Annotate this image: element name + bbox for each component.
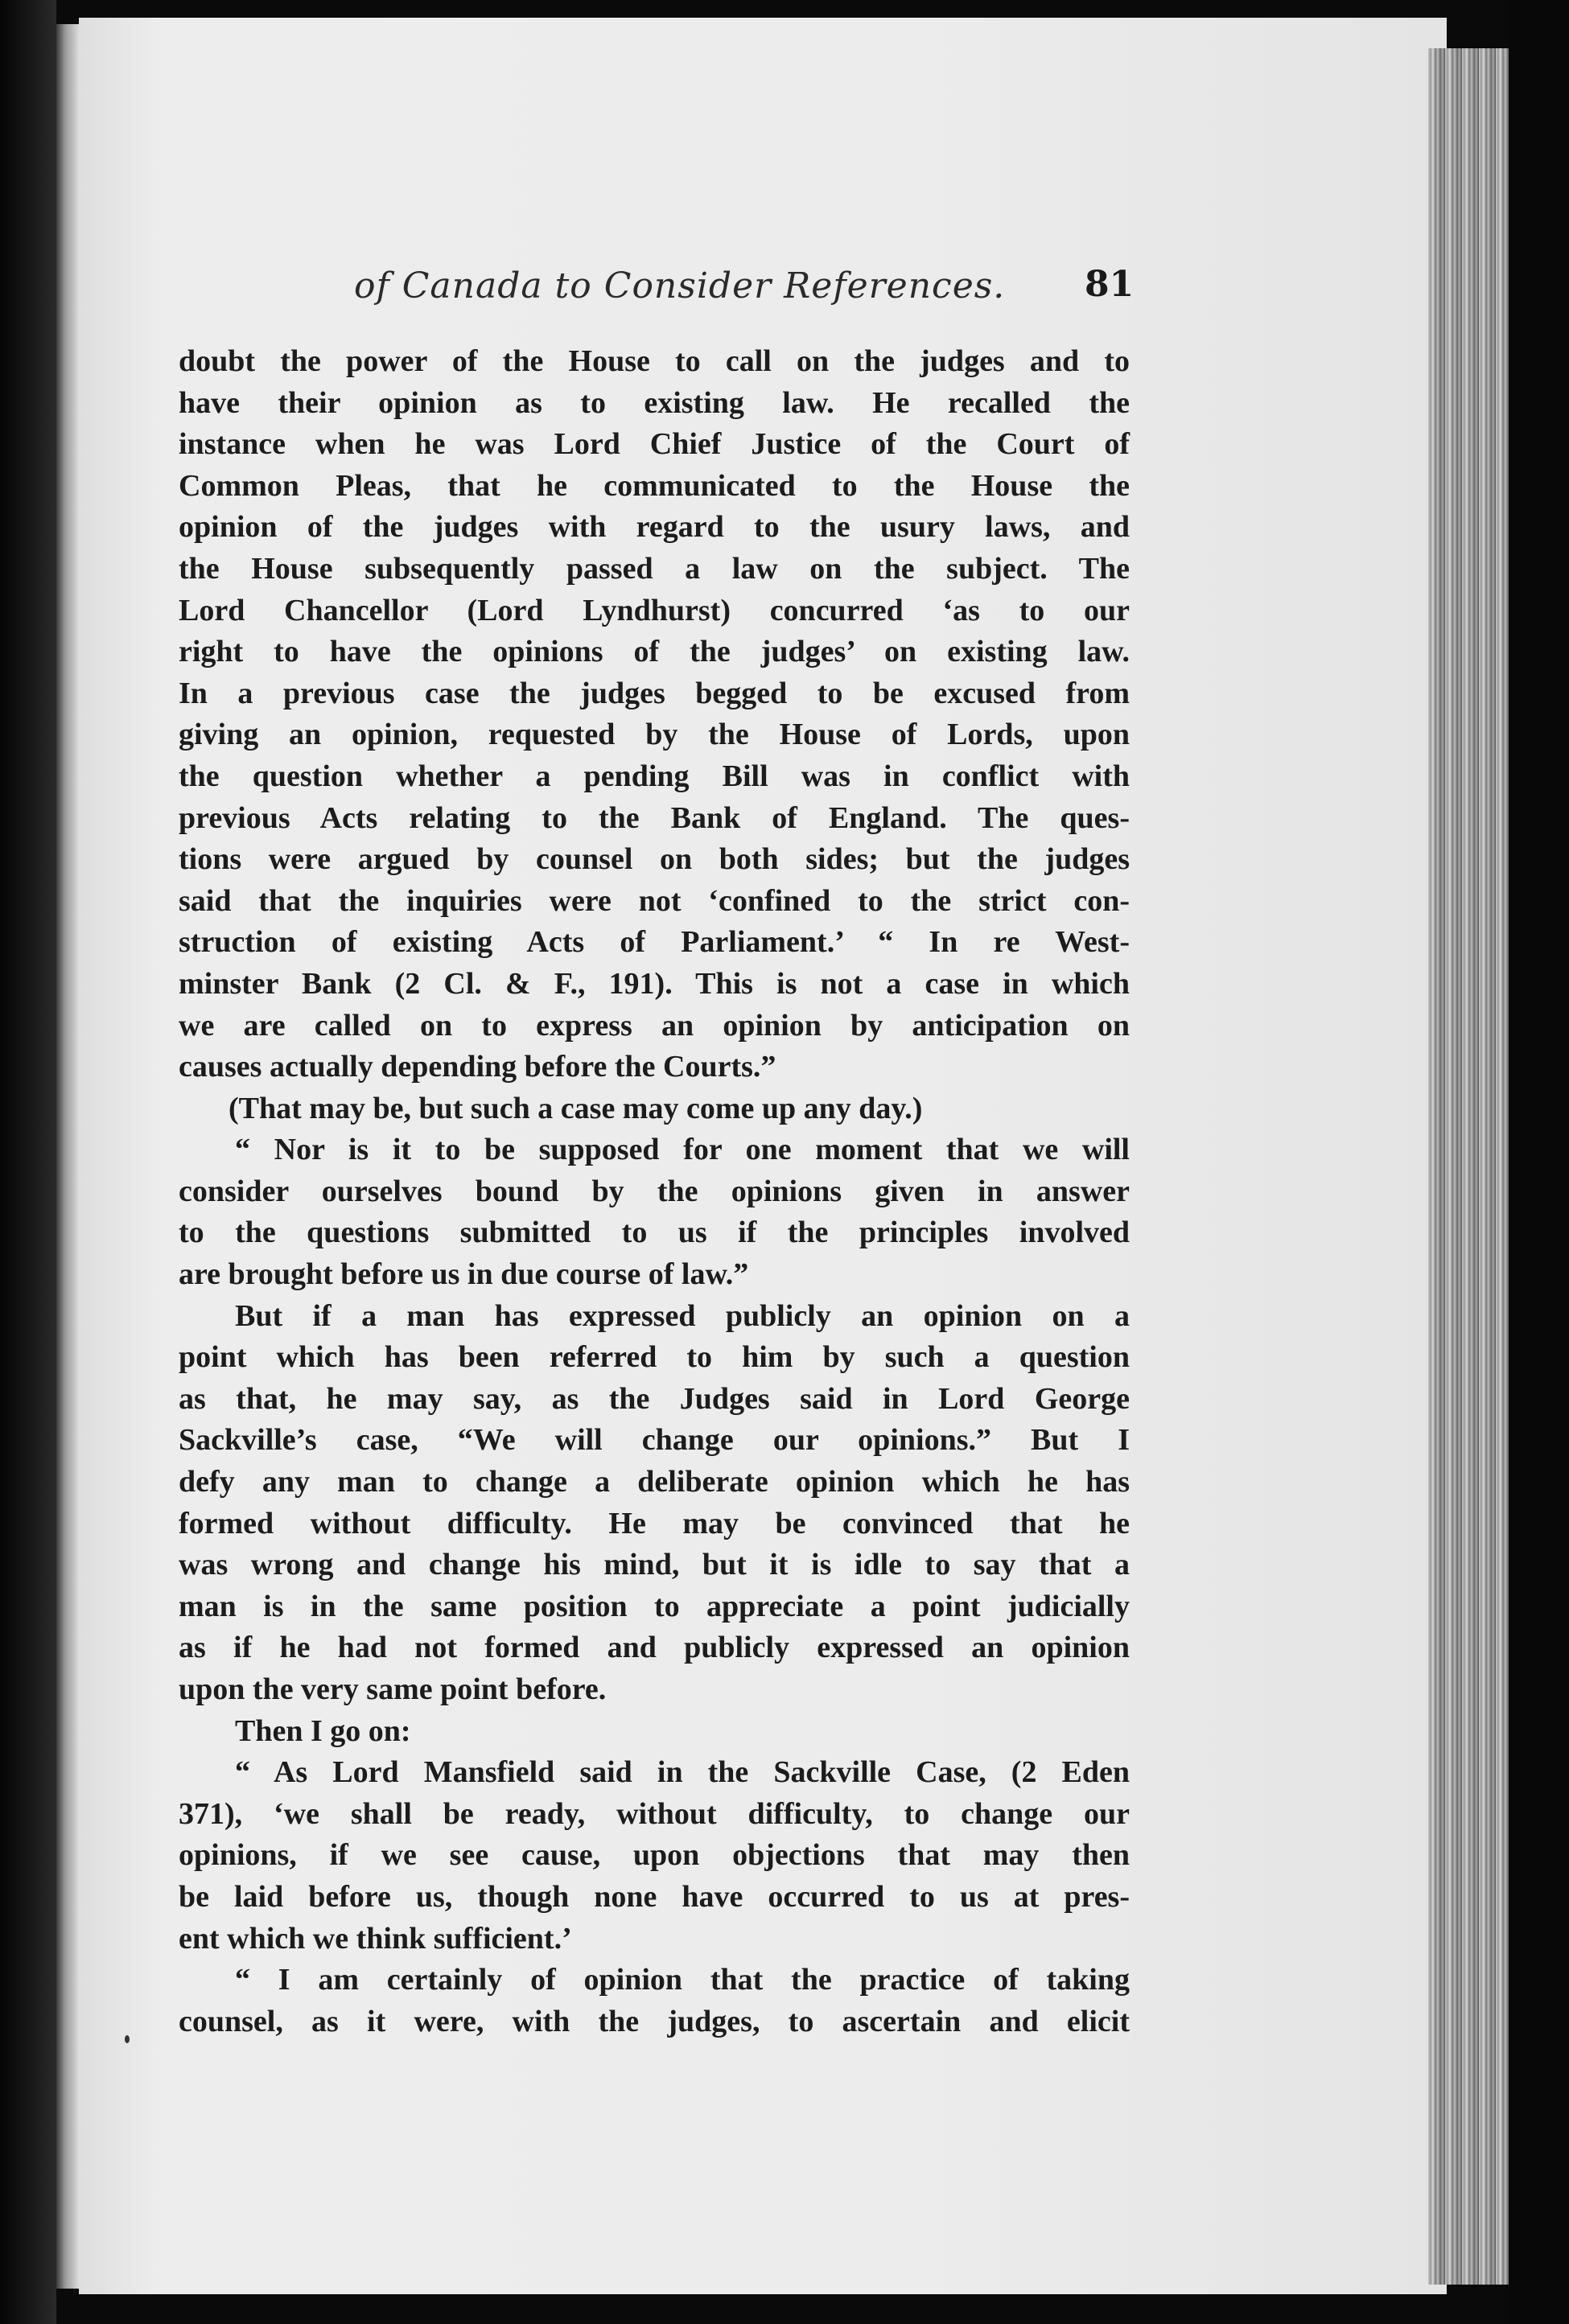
text-line: “ Nor is it to be supposed for one moment that we will	[235, 1133, 1130, 1167]
running-header: of Canada to Consider References.	[354, 265, 1006, 306]
text-line: Sackville’s case, “We will change our opinions.” But I	[179, 1423, 1130, 1458]
facing-page-edge	[56, 24, 79, 2289]
text-line: be laid before us, though none have occurred to us at pres-	[179, 1879, 1130, 1914]
text-line: minster Bank (2 Cl. & F., 191). This is not a case in which	[179, 966, 1130, 1001]
text-line: right to have the opinions of the judges’ on existing law.	[179, 635, 1130, 669]
text-line: as that, he may say, as the Judges said in Lord George	[179, 1381, 1130, 1416]
text-line: opinions, if we see cause, upon objections that may then	[179, 1838, 1130, 1873]
text-line: formed without difficulty. He may be convinced that he	[179, 1506, 1130, 1540]
text-line: Then I go on:	[235, 1713, 411, 1748]
text-line: giving an opinion, requested by the House of Lords, upon	[179, 718, 1130, 752]
text-line: instance when he was Lord Chief Justice of the Court of	[179, 427, 1130, 462]
book-binding-left	[0, 0, 56, 2324]
text-line: Lord Chancellor (Lord Lyndhurst) concurred ‘as to our	[179, 593, 1130, 627]
text-line: was wrong and change his mind, but it is idle to say that a	[179, 1548, 1130, 1582]
text-line: doubt the power of the House to call on the judges and to	[179, 344, 1130, 378]
text-line: “ I am certainly of opinion that the practice of taking	[235, 1963, 1130, 1997]
text-line: In a previous case the judges begged to be excused from	[179, 676, 1130, 710]
text-line: ent which we think sufficient.’	[179, 1921, 572, 1956]
text-line: man is in the same position to appreciate a point judicially	[179, 1589, 1130, 1623]
text-line: opinion of the judges with regard to the usury laws, and	[179, 510, 1130, 545]
scan-border-right	[1509, 0, 1569, 2324]
text-line: we are called on to express an opinion by anticipation on	[179, 1008, 1130, 1043]
text-line: “ As Lord Mansfield said in the Sackville Case, (2 Eden	[235, 1755, 1130, 1790]
text-line: consider ourselves bound by the opinions given in answer	[179, 1174, 1130, 1208]
text-line: 371), ‘we shall be ready, without difficulty, to change our	[179, 1796, 1130, 1831]
page-number: 81	[1085, 264, 1135, 305]
text-line: defy any man to change a deliberate opinion which he has	[179, 1465, 1130, 1499]
text-line: upon the very same point before.	[179, 1672, 607, 1706]
text-line: said that the inquiries were not ‘confined to the strict con-	[179, 883, 1130, 918]
text-line: But if a man has expressed publicly an opinion on a	[235, 1298, 1130, 1333]
text-line: the question whether a pending Bill was in conflict with	[179, 759, 1130, 793]
text-line: (That may be, but such a case may come up any day.)	[229, 1091, 923, 1125]
text-line: the House subsequently passed a law on the subject. The	[179, 551, 1130, 586]
text-line: struction of existing Acts of Parliament.’ “ In re West-	[179, 925, 1130, 960]
margin-mark	[125, 2035, 130, 2043]
text-line: Common Pleas, that he communicated to the House the	[179, 468, 1130, 503]
text-line: as if he had not formed and publicly expressed an opinion	[179, 1631, 1130, 1665]
text-line: point which has been referred to him by such a question	[179, 1340, 1130, 1375]
text-line: previous Acts relating to the Bank of England. The ques-	[179, 800, 1130, 835]
body-text	[179, 341, 1130, 2042]
text-line: tions were argued by counsel on both sides; but the judges	[179, 842, 1130, 877]
text-line: have their opinion as to existing law. He recalled the	[179, 385, 1130, 420]
text-line: to the questions submitted to us if the principles involved	[179, 1215, 1130, 1250]
text-line: counsel, as it were, with the judges, to ascertain and elicit	[179, 2004, 1130, 2038]
text-line: causes actually depending before the Courts.”	[179, 1050, 776, 1084]
text-line: are brought before us in due course of law.”	[179, 1257, 749, 1292]
page-stack-edge	[1428, 48, 1509, 2285]
